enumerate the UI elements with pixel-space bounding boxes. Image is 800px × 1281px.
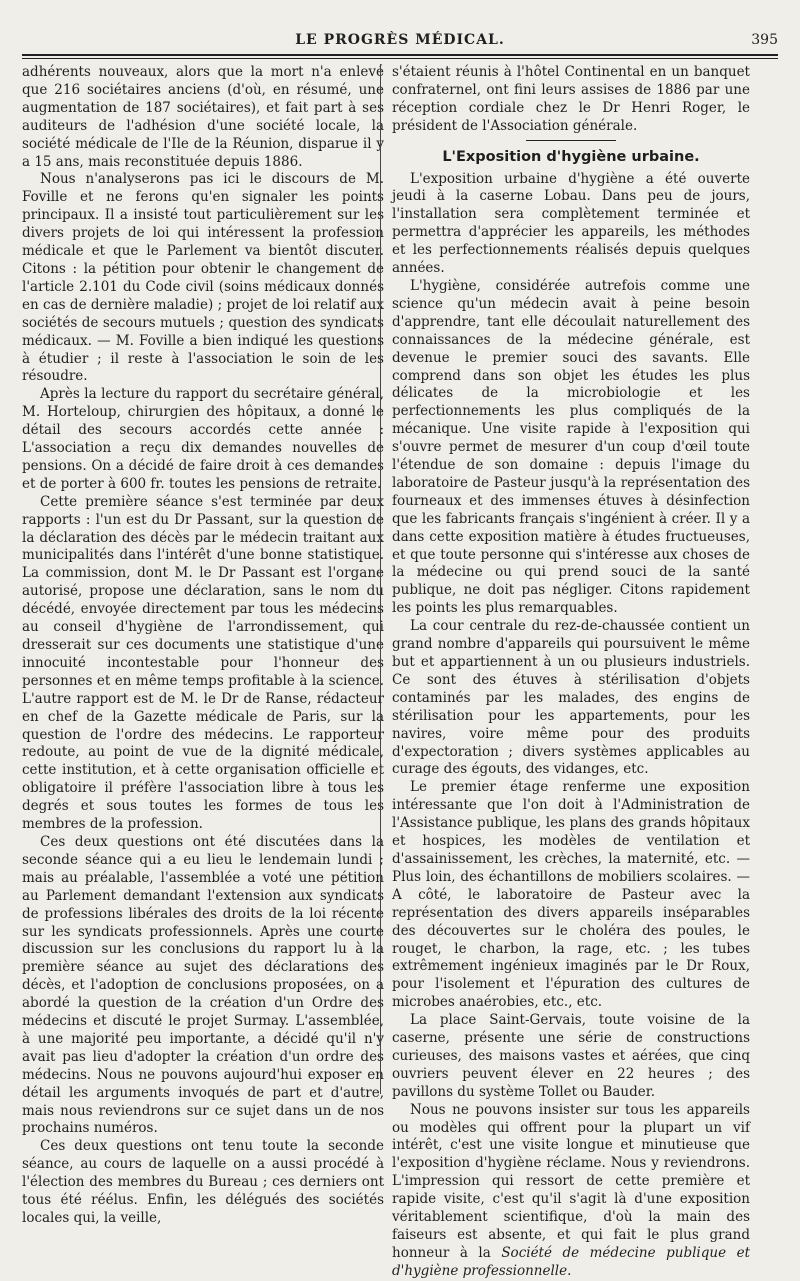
- page-header: [22, 32, 778, 54]
- section-title: L'Exposition d'hygiène urbaine.: [442, 148, 700, 165]
- paragraph: La cour centrale du rez-de-chaussée contient un grand nombre d'appareils qui poursuivent le même but et appartiennent à un ou plusieurs industriels. Ce sont des étuves à stérilisation d'objets contaminés par les malades, des engins de stérilisation pour les appartements, pour les navires, voire même pour des produits d'expectoration ; divers systèmes applicables au curage des égouts, des vidanges, etc.: [392, 618, 750, 778]
- paragraph: Cette première séance s'est terminée par deux rapports : l'un est du Dr Passant, sur la question de la déclaration des décès par le médecin traitant aux municipalités dans l'intérêt d'une bonne statistique. La commission, dont M. le Dr Passant est l'organe autorisé, propose une déclaration, sans le nom du décédé, envoyée directement par tous les médecins au conseil d'hygiène de l'arrondissement, qui dresserait sur ces documents une statistique d'une innocuité incontestable pour l'honneur des personnes et en même temps profitable à la science. L'autre rapport est de M. le Dr de Ranse, rédacteur en chef de la Gazette médicale de Paris, sur la question de l'ordre des médecins. Le rapporteur redoute, au point de vue de la dignité médicale, cette institution, et à cette organisation officielle et obligatoire il préfère l'association libre à tous les degrés et sous toutes les formes de tous les membres de la profession.: [22, 493, 384, 833]
- page-number: 395: [751, 32, 778, 48]
- final-punct: .: [567, 1262, 572, 1279]
- section-rule: [526, 140, 616, 141]
- journal-title: LE PROGRÈS MÉDICAL.: [295, 32, 505, 48]
- column-divider: [380, 64, 381, 1094]
- paragraph: La place Saint-Gervais, toute voisine de la caserne, présente une série de constructions curieuses, des maisons vastes et aérées, que cinq ouvriers peuvent élever en 22 heures ; des pavillons du système Tollet ou Bauder.: [392, 1012, 750, 1100]
- paragraph: Ces deux questions ont été discutées dans la seconde séance qui a eu lieu le lendemain lundi ; mais au préalable, l'assemblée a voté une pétition au Parlement demandant l'extension aux syndicats de professions libérales des droits de la loi récente sur les syndicats professionnels. Après une courte discussion sur les conclusions du rapport lu à la première séance au sujet des déclarations des décès, et l'adoption de conclusions proposées, on a abordé la question de la création d'un Ordre des médecins et discuté le projet Surmay. L'assemblée, à une majorité peu importante, a décidé qu'il n'y avait pas lieu d'adopter la création d'un ordre des médecins. Nous ne pouvons aujourd'hui exposer en détail les arguments invoqués de part et d'autre, mais nous reviendrons sur ce sujet dans un de nos prochains numéros.: [22, 833, 384, 1137]
- final-text: Nous ne pouvons insister sur tous les appareils ou modèles qui offrent pour la plupart un vif intérêt, c'est une visite longue et minutieuse que l'exposition d'hygiène réclame. Nous y reviendrons. L'impression qui ressort de cette première et rapide visite, c'est qu'il s'agit là d'une exposition véritablement scientifique, d'où la main des faiseurs est absente, et qui fait le plus grand honneur à la: [392, 1101, 750, 1261]
- paragraph: L'hygiène, considérée autrefois comme une science qu'un médecin avait à peine besoin d'apprendre, tant elle découlait naturellement des connaissances de la médecine générale, est devenue le premier souci des savants. Elle comprend dans son objet les études les plus délicates de la microbiologie et les perfectionnements les plus compliqués de la mécanique. Une visite rapide à l'exposition qui s'ouvre permet de mesurer d'un coup d'œil toute l'étendue de son domaine : depuis l'image du laboratoire de Pasteur jusqu'à la représentation des fourneaux et des immenses étuves à désinfection que les fabricants français s'ingénient à créer. Il y a dans cette exposition matière à études fructueuses, et que toute personne qui s'intéresse aux choses de la médecine ou qui prend souci de la santé publique, ne doit pas négliger. Citons rapidement les points les plus remarquables.: [392, 277, 750, 617]
- header-rule-thin: [22, 58, 778, 59]
- header-rule-thick: [22, 54, 778, 56]
- paragraph-final: [392, 1102, 750, 1281]
- right-column: [392, 64, 750, 1279]
- paragraph: adhérents nouveaux, alors que la mort n'a enlevé que 216 sociétaires anciens (d'où, en résumé, une augmentation de 187 sociétaires), et fait part à ses auditeurs de l'adhésion d'une société locale, la société médicale de l'Ile de la Réunion, disparue il y a 15 ans, mais reconstituée depuis 1886.: [22, 64, 384, 170]
- paragraph: L'exposition urbaine d'hygiène a été ouverte jeudi à la caserne Lobau. Dans peu de jours, l'installation sera complètement terminée et permettra d'apprécier les appareils, les méthodes et les perfectionnements réalisés depuis quelques années.: [392, 170, 750, 277]
- society-name: Société de médecine publique et d'hygiène professionnelle: [392, 1244, 750, 1279]
- paragraph: Nous n'analyserons pas ici le discours de M. Foville et ne ferons qu'en signaler les points principaux. Il a insisté tout particulièrement sur les divers projets de loi qui intéressent la profession médicale et que le Parlement va bientôt discuter. Citons : la pétition pour obtenir le changement de l'article 2.101 du Code civil (soins médicaux donnés en cas de dernière maladie) ; projet de loi relatif aux sociétés de secours mutuels ; question des syndicats médicaux. — M. Foville a bien indiqué les questions à étudier ; il reste à l'association le soin de les résoudre.: [22, 171, 384, 385]
- paragraph-continuation: s'étaient réunis à l'hôtel Continental en un banquet confraternel, ont fini leurs assises de 1886 par une réception cordiale chez le Dr Henri Roger, le président de l'Association générale.: [392, 64, 750, 134]
- paragraph: Ces deux questions ont tenu toute la seconde séance, au cours de laquelle on a aussi procédé à l'élection des membres du Bureau ; ces derniers ont tous été réélus. Enfin, les délégués des sociétés locales qui, la veille,: [22, 1138, 384, 1226]
- paragraph: Après la lecture du rapport du secrétaire général, M. Horteloup, chirurgien des hôpitaux, a donné le détail des secours accordés cette année : L'association a reçu dix demandes nouvelles de pensions. On a décidé de faire droit à ces demandes et de porter à 600 fr. toutes les pensions de retraite.: [22, 386, 384, 492]
- paragraph: Le premier étage renferme une exposition intéressante que l'on doit à l'Administration de l'Assistance publique, les plans des grands hôpitaux et hospices, les modèles de ventilation et d'assainissement, les crèches, la maternité, etc. — Plus loin, des échantillons de mobiliers scolaires. — A côté, le laboratoire de Pasteur avec la représentation des divers appareils inséparables des découvertes sur le choléra des poules, le rouget, le charbon, la rage, etc. ; les tubes extrêmement ingénieux imaginés par le Dr Roux, pour l'isolement et l'épuration des cultures de microbes anaérobies, etc., etc.: [392, 779, 750, 1011]
- left-column: [22, 64, 384, 1226]
